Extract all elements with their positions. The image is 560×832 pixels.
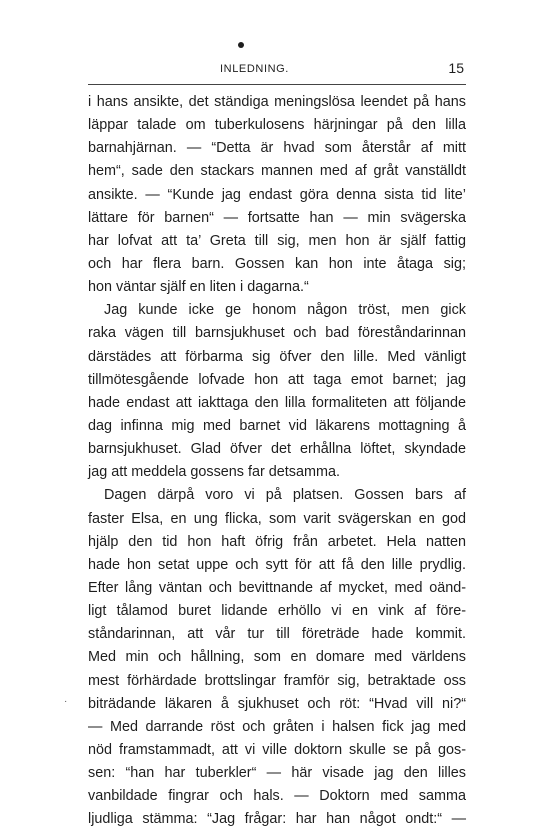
running-header <box>88 62 466 85</box>
text-line: ligt tålamod buret lidande erhöllo vi en vink af före- <box>88 603 466 620</box>
text-line: raka vägen till barnsjukhuset och bad föreståndarinnan <box>88 325 466 342</box>
text-line: hjälp den tid hon haft öfrig från arbetet. Hela natten <box>88 533 466 550</box>
text-line: tillmötesgående lofvade hon att taga emot barnet; jag <box>88 371 466 388</box>
text-line: i hans ansikte, det ständiga meningslösa leendet på hans <box>88 94 466 110</box>
text-line: hade hon setat uppe och sytt för att få den lille prydlig. <box>88 556 466 573</box>
text-line: och har flera barn. Gossen kan hon inte åtaga sig; <box>88 255 466 272</box>
text-line: vanbildade fingrar och hals. — Doktorn med samma <box>88 788 466 805</box>
text-line: hon väntar själf en liten i dagarna.“ <box>88 279 309 296</box>
text-line: ståndarinnan, att vår tur till företräde hade kommit. <box>88 626 466 643</box>
text-line: har lofvat att ta’ Greta till sig, men hon är själf fattig <box>88 232 466 249</box>
text-line: hade endast att iakttaga den lilla formaliteten att följande <box>88 394 466 411</box>
page-number: 15 <box>448 60 464 76</box>
body-text <box>88 91 466 832</box>
margin-mark: · <box>64 696 68 707</box>
text-line: Dagen därpå voro vi på platsen. Gossen bars af <box>104 487 466 504</box>
text-line: Jag kunde icke ge honom någon tröst, men gick <box>104 302 466 319</box>
text-line: Efter lång väntan och bevittnande af mycket, med oänd- <box>88 579 466 596</box>
text-line: biträdande läkaren å sjukhuset och röt: “Hvad vill ni?“ <box>88 695 466 712</box>
text-line: läppar talade om tuberkulosens härjningar på den lilla <box>88 117 466 134</box>
text-line: barnahjärnan. — “Detta är hvad som återstår af mitt <box>88 140 466 157</box>
text-line: sen: “han har tuberkler“ — här visade jag den lilles <box>88 765 466 782</box>
text-line: ansikte. — “Kunde jag endast göra denna sista tid lite’ <box>88 186 466 203</box>
text-line: faster Elsa, en ung flicka, som varit svägerskan en god <box>88 510 466 527</box>
text-line: hem“, sade den stackars mannen med af gråt vanställdt <box>88 163 466 180</box>
text-line: mest förhärdade brottslingar framför sig, betraktade oss <box>88 672 466 689</box>
ornament-dot <box>238 42 244 48</box>
text-line: — Med darrande röst och gråten i halsen fick jag med <box>88 718 466 735</box>
text-line: därstädes att förbarma sig öfver den lille. Med vänligt <box>88 348 466 365</box>
text-line: barnsjukhuset. Glad öfver det erhållna löftet, skyndade <box>88 441 466 458</box>
text-line: dag infinna mig med barnet vid läkarens mottagning å <box>88 417 466 434</box>
text-line: ljudliga stämma: “Jag frågar: har han något ondt:“ — <box>88 811 466 828</box>
text-line: nöd framstammadt, att vi ville doktorn skulle se på gos- <box>88 741 466 758</box>
running-title: INLEDNING. <box>220 63 289 75</box>
text-line: Med min och hållning, som en domare med världens <box>88 649 466 666</box>
text-line: jag att meddela gossens far detsamma. <box>88 464 340 481</box>
text-line: lättare för barnen“ — fortsatte han — min svägerska <box>88 209 466 226</box>
